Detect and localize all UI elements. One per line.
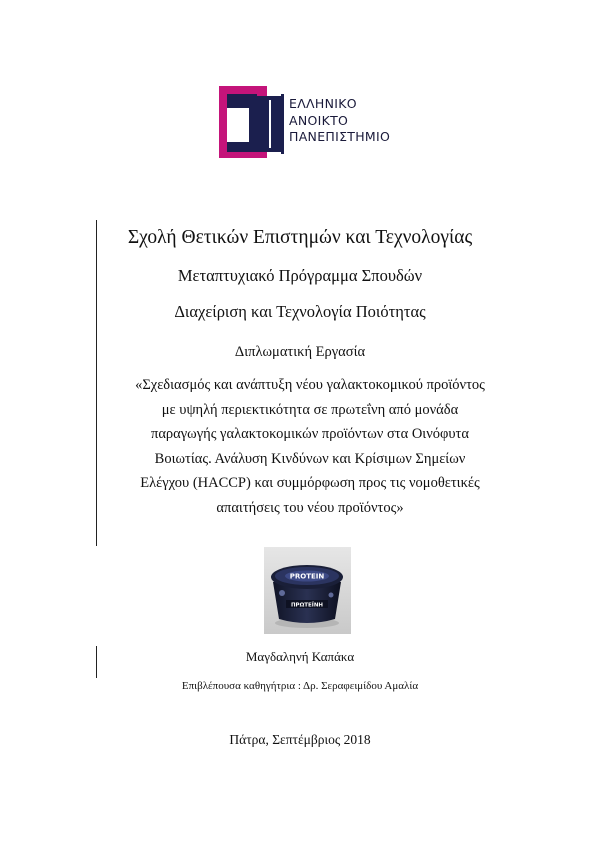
product-image <box>264 547 351 634</box>
specialty-name: Διαχείριση και Τεχνολογία Ποιότητας <box>174 302 426 321</box>
product-lid-label: PROTEIN <box>289 572 325 581</box>
thesis-title-line: απαιτήσεις του νέου προϊόντος» <box>216 499 404 516</box>
supervisor-line: Επιβλέπουσα καθηγήτρια : Δρ. Σεραφειμίδου Αμαλία <box>181 680 419 692</box>
thesis-type: Διπλωματική Εργασία <box>234 344 366 360</box>
school-name: Σχολή Θετικών Επιστημών και Τεχνολογίας <box>127 227 473 248</box>
program-name: Μεταπτυχιακό Πρόγραμμα Σπουδών <box>177 266 423 285</box>
university-name-line-1: ΕΛΛΗΝΙΚΟ <box>289 96 357 111</box>
thesis-title-line: Ελέγχου (HACCP) και συμμόρφωση προς τις νομοθετικές <box>140 475 480 491</box>
thesis-title-line: «Σχεδιασμός και ανάπτυξη νέου γαλακτοκομικού προϊόντος <box>135 377 485 393</box>
thesis-title <box>100 373 520 520</box>
university-name-line-2: ΑΝΟΙΚΤΟ <box>289 112 349 128</box>
yogurt-cup-icon <box>264 547 351 634</box>
product-cup-label: ΠΡΩΤΕΪΝΗ <box>290 602 324 609</box>
thesis-title-line: με υψηλή περιεκτικότητα σε πρωτεΐνη από μονάδα <box>161 401 459 418</box>
place-and-date: Πάτρα, Σεπτέμβριος 2018 <box>229 732 371 747</box>
author-name: Μαγδαληνή Καπάκα <box>245 649 355 664</box>
university-name-line-3: ΠΑΝΕΠΙΣΤΗΜΙΟ <box>289 129 391 144</box>
university-logo <box>219 86 409 158</box>
thesis-title-line: παραγωγής γαλακτοκομικών προϊόντων στα Οινόφυτα <box>151 426 469 442</box>
thesis-title-line: Βοιωτίας. Ανάλυση Κινδύνων και Κρίσιμων Σημείων <box>154 450 466 467</box>
university-logo-mark-icon <box>219 86 285 158</box>
university-name <box>289 96 390 146</box>
